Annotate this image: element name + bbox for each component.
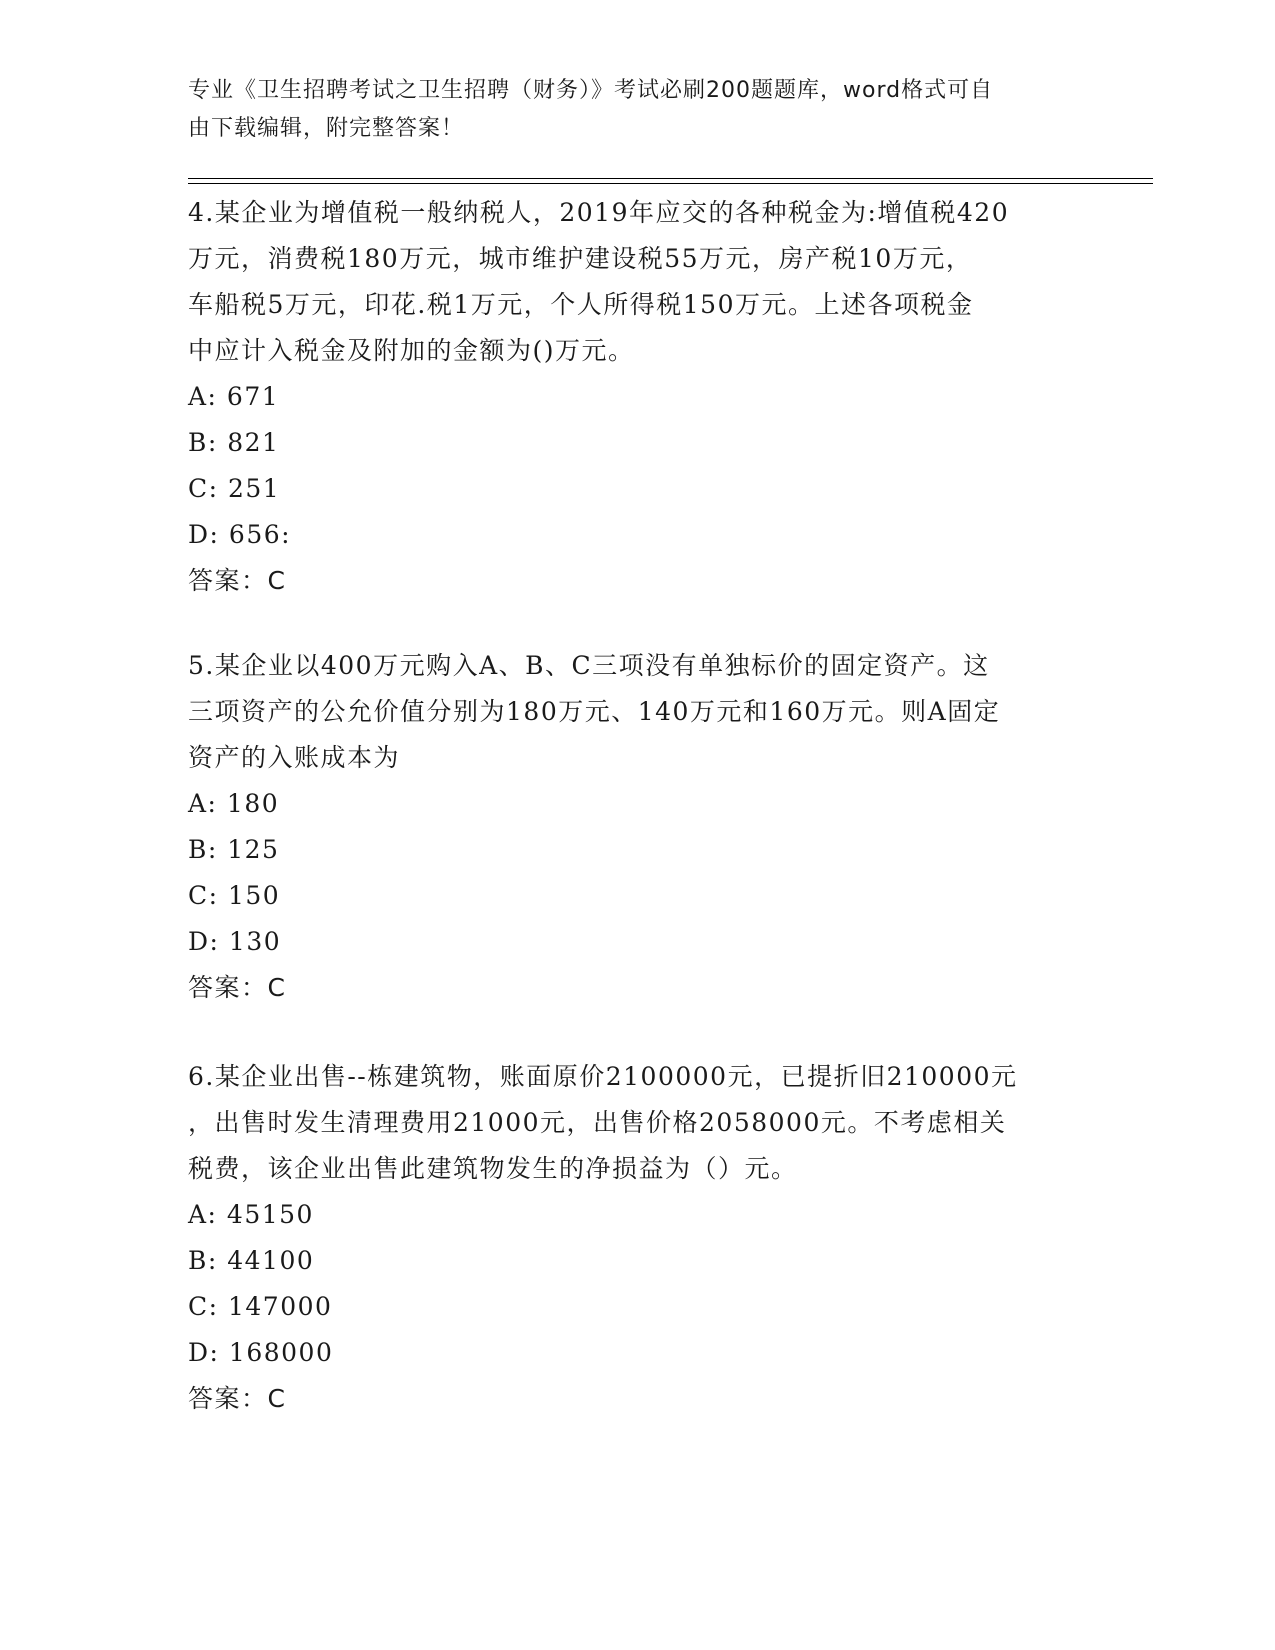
- document-header: [188, 72, 1088, 148]
- header-divider: [188, 183, 1153, 184]
- stem-line: ，出售时发生清理费用21000元，出售价格2058000元。不考虑相关: [188, 1108, 1007, 1137]
- question-stem: [188, 190, 1088, 374]
- question-block: [188, 643, 1088, 1011]
- stem-line: 三项资产的公允价值分别为180万元、140万元和160万元。则A固定: [188, 697, 1001, 726]
- option-d: D: 168000: [188, 1338, 334, 1367]
- header-divider: [188, 178, 1153, 179]
- option-b: B: 821: [188, 428, 280, 457]
- stem-line: 4.某企业为增值税一般纳税人，2019年应交的各种税金为:增值税420: [188, 198, 1010, 227]
- stem-line: 中应计入税金及附加的金额为()万元。: [188, 336, 635, 365]
- question-block: [188, 1054, 1088, 1422]
- option-b: B: 125: [188, 835, 280, 864]
- question-block: [188, 190, 1088, 604]
- header-line: 由下载编辑，附完整答案！: [188, 116, 465, 141]
- option-a: A: 180: [188, 789, 280, 818]
- option-a: A: 45150: [188, 1200, 314, 1229]
- option-c: C: 150: [188, 881, 281, 910]
- question-stem: [188, 1054, 1088, 1192]
- option-c: C: 251: [188, 474, 281, 503]
- header-line: 专业《卫生招聘考试之卫生招聘（财务）》考试必刷200题题库，word格式可自: [188, 78, 994, 103]
- option-c: C: 147000: [188, 1292, 333, 1321]
- option-b: B: 44100: [188, 1246, 315, 1275]
- stem-line: 6.某企业出售--栋建筑物，账面原价2100000元，已提折旧210000元: [188, 1062, 1018, 1091]
- stem-line: 车船税5万元，印花.税1万元，个人所得税150万元。上述各项税金: [188, 290, 974, 319]
- option-a: A: 671: [188, 382, 280, 411]
- option-d: D: 130: [188, 927, 282, 956]
- answer-line: 答案：C: [188, 1384, 287, 1413]
- stem-line: 万元，消费税180万元，城市维护建设税55万元，房产税10万元，: [188, 244, 973, 273]
- answer-line: 答案：C: [188, 566, 287, 595]
- stem-line: 税费，该企业出售此建筑物发生的净损益为（）元。: [188, 1154, 798, 1183]
- option-d: D: 656:: [188, 520, 292, 549]
- question-stem: [188, 643, 1088, 781]
- stem-line: 5.某企业以400万元购入A、B、C三项没有单独标价的固定资产。这: [188, 651, 990, 680]
- answer-line: 答案：C: [188, 973, 287, 1002]
- stem-line: 资产的入账成本为: [188, 743, 401, 772]
